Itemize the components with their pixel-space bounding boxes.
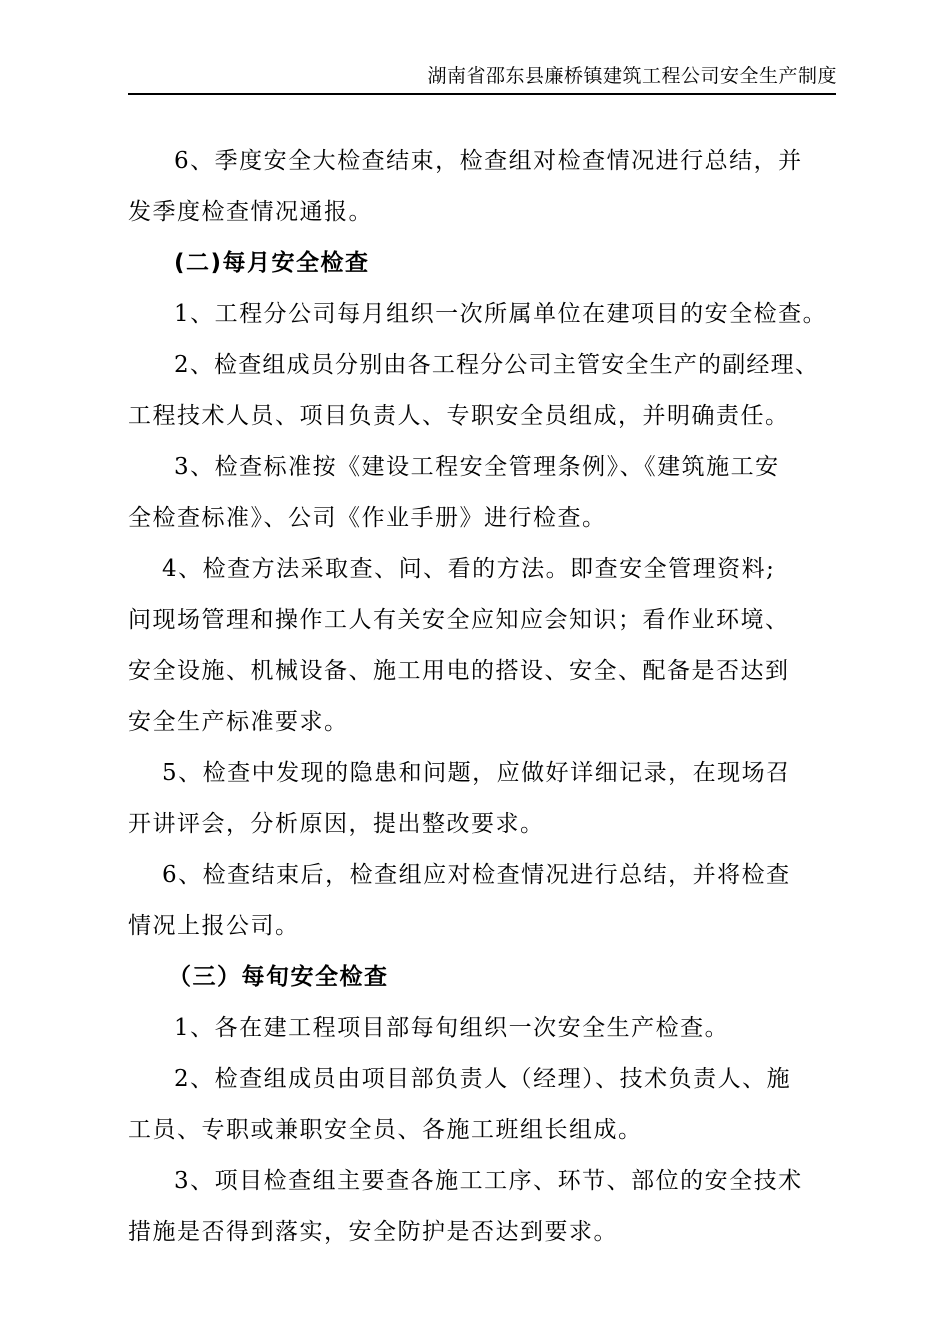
paragraph-line: 5、检查中发现的隐患和问题，应做好详细记录，在现场召	[162, 760, 791, 786]
paragraph-line: 2、检查组成员由项目部负责人（经理）、技术负责人、施	[174, 1066, 792, 1092]
paragraph-line: 2、检查组成员分别由各工程分公司主管安全生产的副经理、	[174, 352, 820, 378]
paragraph-line: 开讲评会，分析原因，提出整改要求。	[128, 811, 545, 837]
paragraph-line: 措施是否得到落实，安全防护是否达到要求。	[128, 1219, 618, 1245]
paragraph-line: 安全生产标准要求。	[128, 709, 349, 735]
paragraph-line: 3、项目检查组主要查各施工工序、环节、部位的安全技术	[174, 1168, 803, 1194]
paragraph-line: 情况上报公司。	[128, 913, 300, 939]
paragraph-line: 发季度检查情况通报。	[128, 199, 373, 225]
paragraph-line: 问现场管理和操作工人有关安全应知应会知识；看作业环境、	[128, 607, 790, 633]
section-heading: （三）每旬安全检查	[168, 964, 389, 990]
section-heading: (二)每月安全检查	[174, 250, 370, 276]
paragraph-line: 1、工程分公司每月组织一次所属单位在建项目的安全检查。	[174, 301, 828, 327]
paragraph-line: 6、检查结束后，检查组应对检查情况进行总结，并将检查	[162, 862, 791, 888]
paragraph-line: 3、检查标准按《建设工程安全管理条例》、《建筑施工安	[174, 454, 780, 480]
paragraph-line: 6、季度安全大检查结束，检查组对检查情况进行总结，并	[174, 148, 803, 174]
document-body	[128, 138, 836, 1260]
paragraph-line: 全检查标准》、公司《作业手册》进行检查。	[128, 505, 607, 531]
header-title: 湖南省邵东县廉桥镇建筑工程公司安全生产制度	[427, 65, 837, 87]
paragraph-line: 安全设施、机械设备、施工用电的搭设、安全、配备是否达到	[128, 658, 790, 684]
paragraph-line: 工程技术人员、项目负责人、专职安全员组成，并明确责任。	[128, 403, 790, 429]
header-rule	[128, 93, 836, 95]
paragraph-line: 4、检查方法采取查、问、看的方法。即查安全管理资料;	[162, 556, 776, 582]
paragraph-line: 1、各在建工程项目部每旬组织一次安全生产检查。	[174, 1015, 730, 1041]
paragraph-line: 工员、专职或兼职安全员、各施工班组长组成。	[128, 1117, 643, 1143]
